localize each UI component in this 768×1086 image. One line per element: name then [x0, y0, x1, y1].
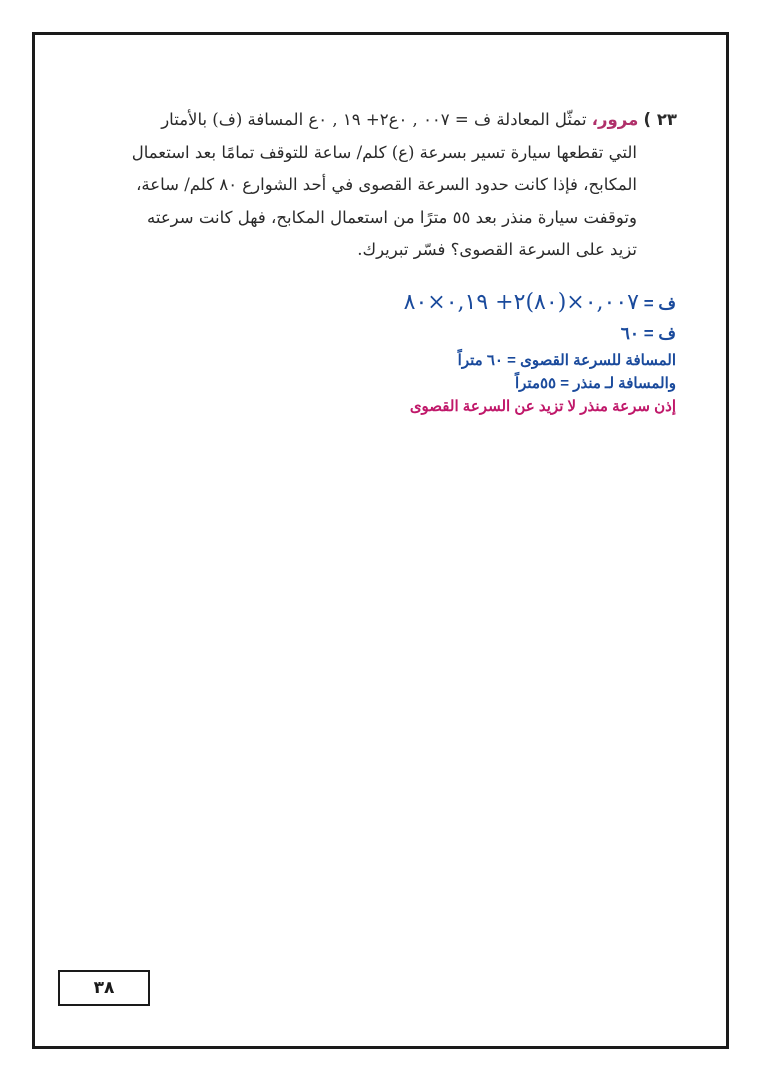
problem-statement [92, 104, 677, 267]
solution-line-max-distance: المسافة للسرعة القصوى = ٦٠ متراً [457, 352, 676, 369]
equation-rhs: ٠,٠٠٧×(٨٠)٢+ ٠,١٩×٨٠ [403, 290, 639, 315]
problem-text-1: تمثّل المعادلة ف = ٠٠٧ , ٠ع٢+ ١٩ , ٠ع المسافة (ف) بالأمتار [161, 110, 587, 129]
problem-line-1 [92, 104, 677, 137]
solution-block [300, 288, 676, 418]
problem-line-5: تزيد على السرعة القصوى؟ فسّر تبريرك. [357, 240, 637, 259]
topic-label: مرور، [591, 110, 639, 129]
page-number-box [58, 970, 150, 1006]
page-number: ٣٨ [93, 978, 115, 998]
problem-line-4: وتوقفت سيارة منذر بعد ٥٥ مترًا من استعمال المكابح، فهل كانت سرعته [147, 207, 637, 227]
problem-line-3: المكابح، فإذا كانت حدود السرعة القصوى في أحد الشوارع ٨٠ كلم/ ساعة، [136, 175, 637, 194]
problem-line-2: التي تقطعها سيارة تسير بسرعة (ع) كلم/ ساعة للتوقف تمامًا بعد استعمال [131, 142, 637, 162]
solution-equation-1 [300, 288, 676, 319]
equation-lhs: ف = [643, 294, 676, 313]
solution-equation-2: ف = ٦٠ [620, 324, 676, 343]
solution-conclusion: إذن سرعة منذر لا تزيد عن السرعة القصوى [409, 398, 676, 415]
solution-line-munther-distance: والمسافة لـ منذر = ٥٥متراً [514, 375, 676, 392]
question-number: ٢٣ ) [643, 110, 677, 129]
